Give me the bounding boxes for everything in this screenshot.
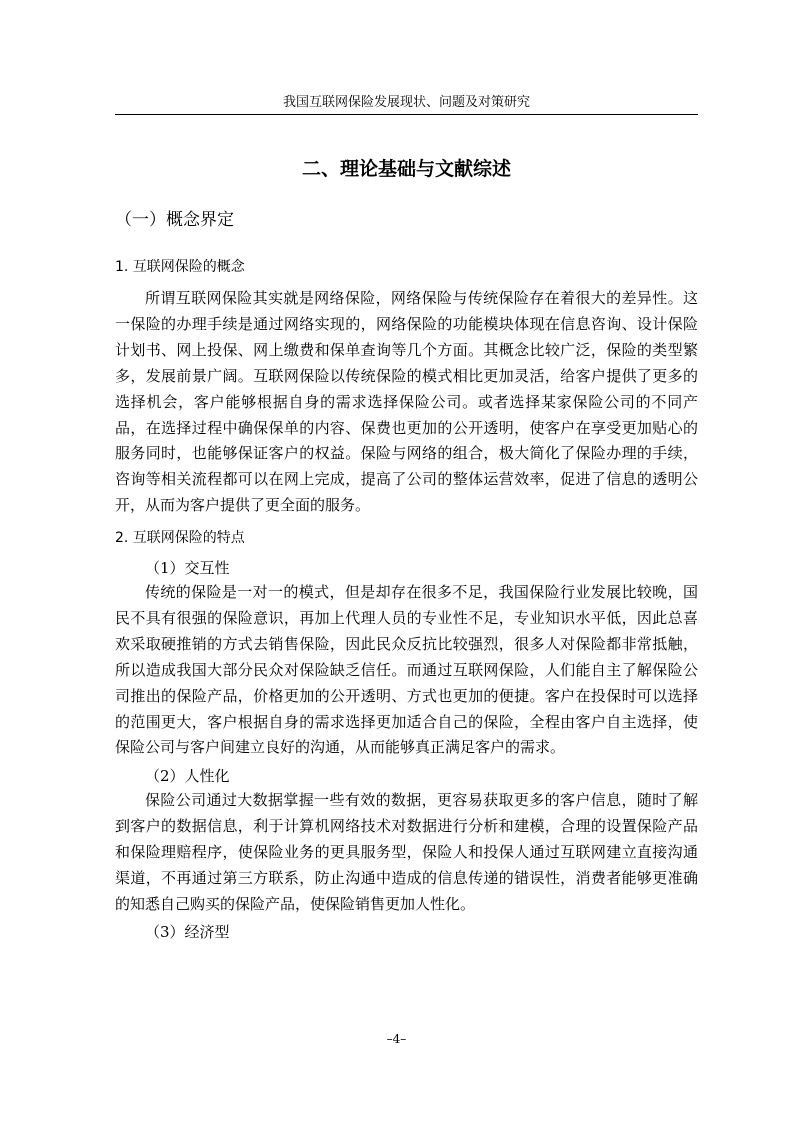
- feature-item-interactivity: （1）交互性: [145, 559, 230, 577]
- page-number: –4–: [386, 1032, 407, 1046]
- paragraph-humanization: 保险公司通过大数据掌握一些有效的数据，更容易获取更多的客户信息，随时了解到客户的数据信息，利于计算机网络技术对数据进行分析和建模，合理的设置保险产品和保险理赔程序，使保险业务的更具服务型，保险人和投保人通过互联网建立直接沟通渠道，不再通过第三方联系，防止沟通中造成的信息传递的错误性，消费者能够更准确的知悉自己购买的保险产品，使保险销售更加人性化。: [115, 791, 698, 913]
- subsection-title-concept: 1. 互联网保险的概念: [115, 259, 245, 275]
- paragraph-interactivity: 传统的保险是一对一的模式，但是却存在很多不足，我国保险行业发展比较晚，国民不具有很强的保险意识，再加上代理人员的专业性不足，专业知识水平低，因此总喜欢采取硬推销的方式去销售保险，因此民众反抗比较强烈，很多人对保险都非常抵触，所以造成我国大部分民众对保险缺乏信任。而通过互联网保险，人们能自主了解保险公司推出的保险产品，价格更加的公开透明、方式也更加的便捷。客户在投保时可以选择的范围更大，客户根据自身的需求选择更加适合自己的保险，全程由客户自主选择，使保险公司与客户间建立良好的沟通，从而能够真正满足客户的需求。: [115, 583, 698, 757]
- subsection-title-features: 2. 互联网保险的特点: [115, 530, 245, 546]
- running-header: 我国互联网保险发展现状、问题及对策研究: [282, 95, 530, 110]
- feature-item-humanization: （2）人性化: [145, 767, 230, 785]
- paragraph-concept: 所谓互联网保险其实就是网络保险，网络保险与传统保险存在着很大的差异性。这一保险的办理手续是通过网络实现的，网络保险的功能模块体现在信息咨询、设计保险计划书、网上投保、网上缴费和保单查询等几个方面。其概念比较广泛，保险的类型繁多，发展前景广阔。互联网保险以传统保险的模式相比更加灵活，给客户提供了更多的选择机会，客户能够根据自身的需求选择保险公司。或者选择某家保险公司的不同产品，在选择过程中确保保单的内容、保费也更加的公开透明，使客户在享受更加贴心的服务同时，也能够保证客户的权益。保险与网络的组合，极大简化了保险办理的手续，咨询等相关流程都可以在网上完成，提高了公司的整体运营效率，促进了信息的透明公开，从而为客户提供了更全面的服务。: [115, 289, 698, 515]
- chapter-title: 二、理论基础与文献综述: [301, 158, 511, 180]
- section-title: （一）概念界定: [115, 210, 234, 230]
- feature-item-economy: （3）经济型: [145, 923, 230, 941]
- header-rule: [115, 114, 698, 115]
